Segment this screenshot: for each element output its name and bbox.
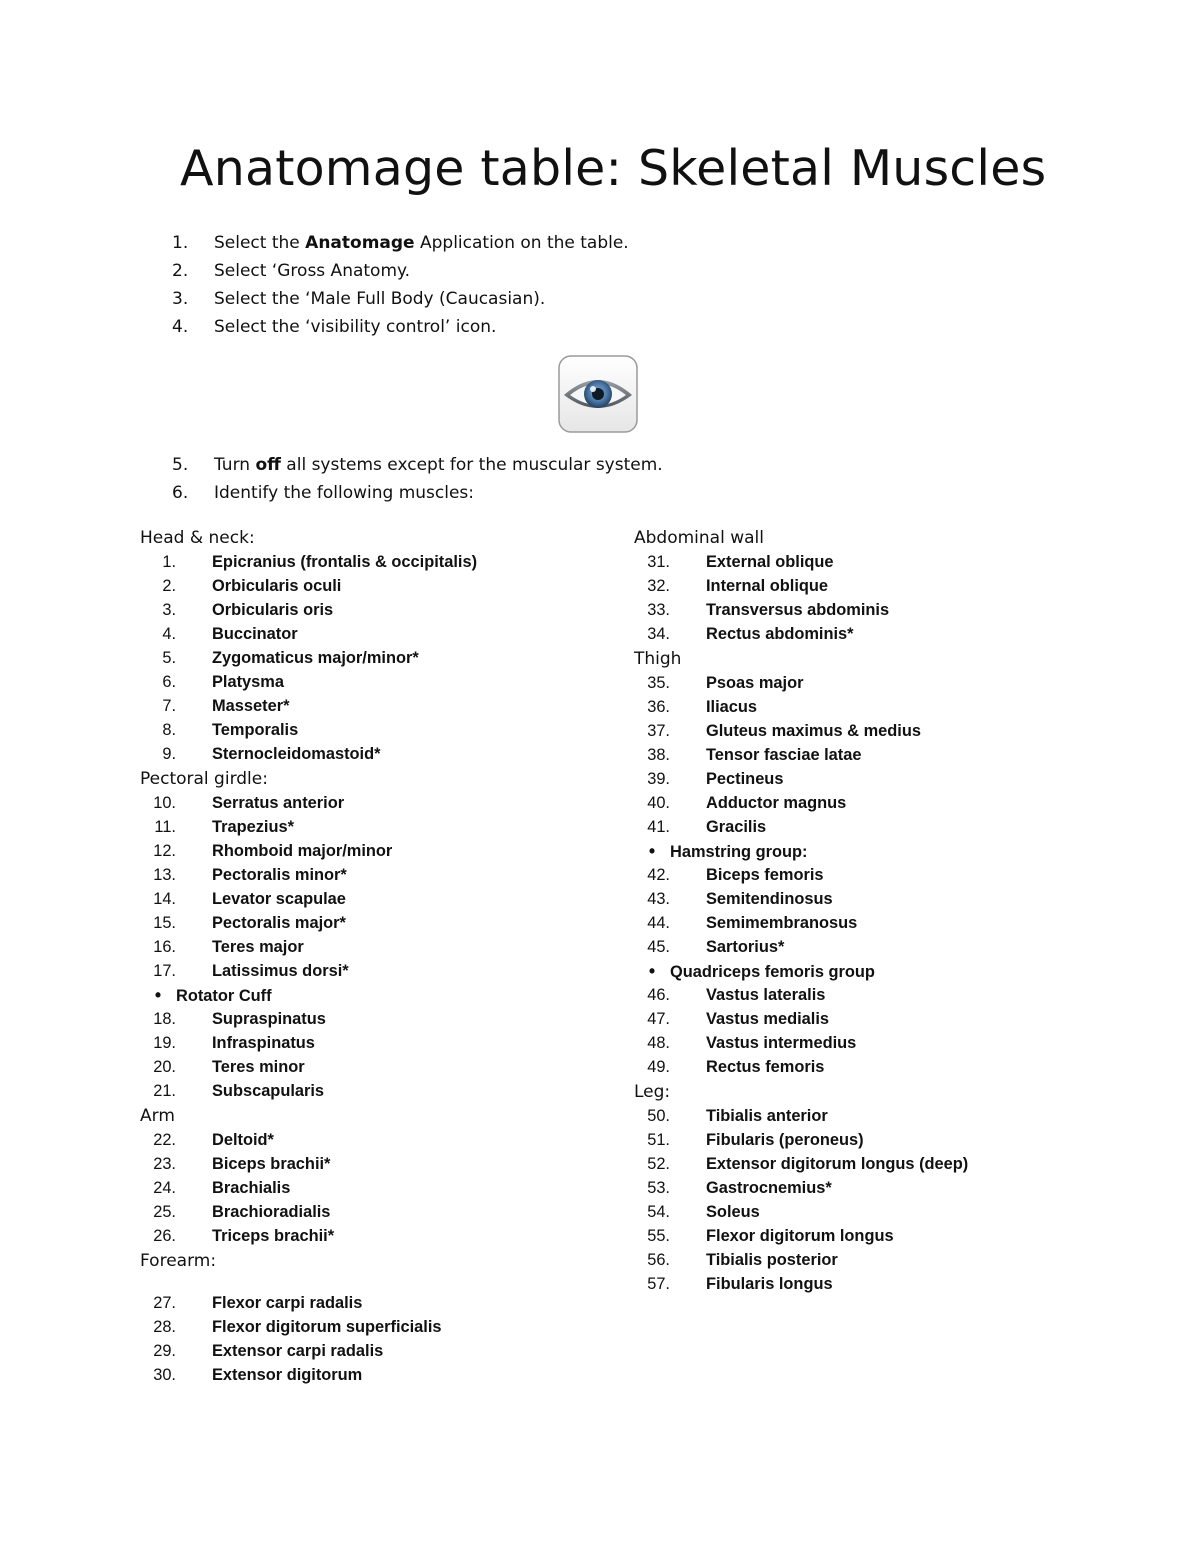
item-number: 15. <box>153 914 176 932</box>
step-number: 5. <box>172 455 189 475</box>
muscle-item <box>634 791 1104 815</box>
section-heading: Arm <box>140 1106 175 1126</box>
step-text: Select the ‘visibility control’ icon. <box>214 317 497 337</box>
muscle-name: Tensor fasciae latae <box>706 746 862 764</box>
item-number: 35. <box>647 674 670 692</box>
item-number: 54. <box>647 1203 670 1221</box>
muscle-item <box>634 1007 1104 1031</box>
instruction-step <box>170 313 990 341</box>
item-number: 8. <box>162 721 176 739</box>
muscle-item <box>634 1272 1104 1296</box>
item-number: 4. <box>162 625 176 643</box>
instruction-step <box>170 451 990 479</box>
muscle-item <box>634 1248 1104 1272</box>
muscle-name: Biceps femoris <box>706 866 824 884</box>
step-text-tail: all systems except for the muscular system. <box>280 455 663 475</box>
bullet-icon: • <box>154 985 162 1005</box>
item-number: 51. <box>647 1131 670 1149</box>
item-number: 50. <box>647 1107 670 1125</box>
muscle-name: Trapezius* <box>212 818 294 836</box>
item-number: 7. <box>162 697 176 715</box>
muscle-item <box>140 1128 610 1152</box>
muscle-name: Soleus <box>706 1203 760 1221</box>
muscle-name: Flexor digitorum superficialis <box>212 1318 442 1336</box>
step-text: Select ‘Gross Anatomy. <box>214 261 411 281</box>
bullet-group-heading <box>140 983 610 1007</box>
item-number: 23. <box>153 1155 176 1173</box>
muscle-item <box>140 863 610 887</box>
muscle-item <box>140 1363 610 1387</box>
item-number: 10. <box>153 794 176 812</box>
muscle-item <box>634 1200 1104 1224</box>
bullet-icon: • <box>648 961 656 981</box>
muscle-name: Temporalis <box>212 721 299 739</box>
muscle-name: Tibialis posterior <box>706 1251 838 1269</box>
section-heading: Leg: <box>634 1082 671 1102</box>
item-number: 34. <box>647 625 670 643</box>
item-number: 26. <box>153 1227 176 1245</box>
section-heading: Head & neck: <box>140 528 255 548</box>
step-text-tail: Application on the table. <box>414 233 629 253</box>
muscle-item <box>140 550 610 574</box>
item-number: 40. <box>647 794 670 812</box>
muscle-item <box>140 670 610 694</box>
muscle-item <box>140 1339 610 1363</box>
muscle-list-left <box>140 525 610 1387</box>
item-number: 42. <box>647 866 670 884</box>
group-label: Rotator Cuff <box>176 987 272 1005</box>
muscle-name: Pectoralis minor* <box>212 866 347 884</box>
muscle-item <box>140 574 610 598</box>
step-number: 3. <box>172 289 189 309</box>
item-number: 5. <box>162 649 176 667</box>
item-number: 21. <box>153 1082 176 1100</box>
muscle-item <box>634 887 1104 911</box>
muscle-name: Supraspinatus <box>212 1010 326 1028</box>
muscle-list-right <box>634 525 1104 1296</box>
muscle-name: Serratus anterior <box>212 794 345 812</box>
item-number: 36. <box>647 698 670 716</box>
muscle-item <box>140 598 610 622</box>
item-number: 12. <box>153 842 176 860</box>
muscle-item <box>140 694 610 718</box>
step-text: Identify the following muscles: <box>214 483 475 503</box>
page-title: Anatomage table: Skeletal Muscles <box>180 140 1047 197</box>
instruction-step <box>170 229 990 257</box>
item-number: 27. <box>153 1294 176 1312</box>
muscle-name: Internal oblique <box>706 577 829 595</box>
bullet-group-heading <box>634 959 1104 983</box>
item-number: 43. <box>647 890 670 908</box>
muscle-item <box>634 598 1104 622</box>
muscle-item <box>140 791 610 815</box>
section-gap <box>140 1273 610 1291</box>
muscle-name: Teres minor <box>212 1058 305 1076</box>
item-number: 45. <box>647 938 670 956</box>
muscle-name: Masseter* <box>212 697 290 715</box>
step-number: 4. <box>172 317 189 337</box>
muscle-name: Extensor carpi radalis <box>212 1342 384 1360</box>
muscle-name: Tibialis anterior <box>706 1107 828 1125</box>
item-number: 52. <box>647 1155 670 1173</box>
item-number: 31. <box>647 553 670 571</box>
muscle-name: Triceps brachii* <box>212 1227 335 1245</box>
muscle-item <box>634 935 1104 959</box>
item-number: 32. <box>647 577 670 595</box>
item-number: 19. <box>153 1034 176 1052</box>
muscle-name: Gracilis <box>706 818 767 836</box>
section-heading: Forearm: <box>140 1251 217 1271</box>
muscle-name: Latissimus dorsi* <box>212 962 349 980</box>
muscle-name: Extensor digitorum <box>212 1366 363 1384</box>
muscle-item <box>634 815 1104 839</box>
muscle-item <box>634 1176 1104 1200</box>
muscle-item <box>634 1104 1104 1128</box>
item-number: 39. <box>647 770 670 788</box>
item-number: 41. <box>647 818 670 836</box>
muscle-name: Zygomaticus major/minor* <box>212 649 419 667</box>
item-number: 28. <box>153 1318 176 1336</box>
item-number: 55. <box>647 1227 670 1245</box>
muscle-item <box>140 935 610 959</box>
muscle-item <box>634 1031 1104 1055</box>
item-number: 20. <box>153 1058 176 1076</box>
item-number: 30. <box>153 1366 176 1384</box>
step-text: Turn <box>214 455 256 475</box>
item-number: 18. <box>153 1010 176 1028</box>
muscle-item <box>140 622 610 646</box>
muscle-name: Rhomboid major/minor <box>212 842 393 860</box>
muscle-name: Rectus femoris <box>706 1058 825 1076</box>
muscle-item <box>140 1315 610 1339</box>
muscle-name: Buccinator <box>212 625 298 643</box>
muscle-item <box>140 718 610 742</box>
item-number: 57. <box>647 1275 670 1293</box>
muscle-item <box>634 983 1104 1007</box>
muscle-item <box>634 1152 1104 1176</box>
muscle-name: Semimembranosus <box>706 914 858 932</box>
muscle-item <box>140 911 610 935</box>
instruction-step <box>170 285 990 313</box>
section-heading: Thigh <box>634 649 682 669</box>
muscle-item <box>634 574 1104 598</box>
item-number: 11. <box>154 818 176 836</box>
muscle-name: Iliacus <box>706 698 758 716</box>
item-number: 14. <box>153 890 176 908</box>
muscle-name: Vastus lateralis <box>706 986 826 1004</box>
muscle-name: Adductor magnus <box>706 794 847 812</box>
muscle-item <box>634 719 1104 743</box>
muscle-name: Transversus abdominis <box>706 601 890 619</box>
eye-icon <box>558 355 638 433</box>
item-number: 38. <box>647 746 670 764</box>
muscle-item <box>634 1055 1104 1079</box>
item-number: 3. <box>162 601 176 619</box>
muscle-item <box>634 671 1104 695</box>
muscle-name: Infraspinatus <box>212 1034 315 1052</box>
muscle-item <box>634 1128 1104 1152</box>
item-number: 53. <box>647 1179 670 1197</box>
item-number: 9. <box>162 745 176 763</box>
muscle-item <box>634 911 1104 935</box>
muscle-item <box>140 1200 610 1224</box>
item-number: 47. <box>647 1010 670 1028</box>
muscle-name: Gluteus maximus & medius <box>706 722 921 740</box>
muscle-name: Fibularis (peroneus) <box>706 1131 864 1149</box>
muscle-item <box>634 743 1104 767</box>
step-text: Select the ‘Male Full Body (Caucasian). <box>214 289 546 309</box>
muscle-item <box>140 1079 610 1103</box>
muscle-name: Flexor digitorum longus <box>706 1227 894 1245</box>
item-number: 16. <box>153 938 176 956</box>
item-number: 46. <box>647 986 670 1004</box>
item-number: 33. <box>647 601 670 619</box>
instruction-step <box>170 479 990 507</box>
section-heading: Abdominal wall <box>634 528 764 548</box>
muscle-name: Vastus intermedius <box>706 1034 857 1052</box>
item-number: 24. <box>153 1179 176 1197</box>
instruction-step <box>170 257 990 285</box>
item-number: 49. <box>647 1058 670 1076</box>
muscle-item <box>634 1224 1104 1248</box>
bullet-group-heading <box>634 839 1104 863</box>
item-number: 22. <box>153 1131 176 1149</box>
muscle-name: Orbicularis oris <box>212 601 334 619</box>
muscle-item <box>140 1291 610 1315</box>
muscle-name: Sternocleidomastoid* <box>212 745 381 763</box>
muscle-item <box>140 959 610 983</box>
muscle-name: Gastrocnemius* <box>706 1179 832 1197</box>
muscle-name: Subscapularis <box>212 1082 325 1100</box>
muscle-item <box>140 1224 610 1248</box>
item-number: 6. <box>162 673 176 691</box>
muscle-item <box>634 550 1104 574</box>
muscle-item <box>140 1055 610 1079</box>
muscle-item <box>140 1007 610 1031</box>
muscle-name: Pectoralis major* <box>212 914 346 932</box>
muscle-item <box>634 622 1104 646</box>
muscle-item <box>140 839 610 863</box>
item-number: 25. <box>153 1203 176 1221</box>
item-number: 1. <box>162 553 176 571</box>
muscle-item <box>634 695 1104 719</box>
muscle-name: Teres major <box>212 938 304 956</box>
bullet-icon: • <box>648 841 656 861</box>
item-number: 37. <box>647 722 670 740</box>
step-emphasis: Anatomage <box>305 233 415 253</box>
item-number: 29. <box>153 1342 176 1360</box>
muscle-item <box>140 1176 610 1200</box>
group-label: Hamstring group: <box>670 843 808 861</box>
muscle-name: Brachialis <box>212 1179 291 1197</box>
item-number: 48. <box>647 1034 670 1052</box>
muscle-name: Deltoid* <box>212 1131 274 1149</box>
item-number: 2. <box>162 577 176 595</box>
muscle-item <box>140 742 610 766</box>
muscle-name: Epicranius (frontalis & occipitalis) <box>212 553 478 571</box>
muscle-name: Platysma <box>212 673 284 691</box>
muscle-name: Levator scapulae <box>212 890 346 908</box>
group-label: Quadriceps femoris group <box>670 963 875 981</box>
muscle-name: Sartorius* <box>706 938 785 956</box>
muscle-item <box>140 646 610 670</box>
muscle-name: Flexor carpi radalis <box>212 1294 363 1312</box>
item-number: 17. <box>153 962 176 980</box>
muscle-item <box>140 887 610 911</box>
step-number: 2. <box>172 261 189 281</box>
step-number: 6. <box>172 483 189 503</box>
muscle-item <box>634 863 1104 887</box>
muscle-item <box>140 815 610 839</box>
item-number: 56. <box>647 1251 670 1269</box>
step-number: 1. <box>172 233 189 253</box>
muscle-name: Orbicularis oculi <box>212 577 342 595</box>
muscle-name: Fibularis longus <box>706 1275 833 1293</box>
muscle-name: Semitendinosus <box>706 890 833 908</box>
muscle-item <box>140 1031 610 1055</box>
step-text: Select the <box>214 233 306 253</box>
muscle-name: Rectus abdominis* <box>706 625 854 643</box>
muscle-name: Psoas major <box>706 674 804 692</box>
muscle-item <box>140 1152 610 1176</box>
muscle-name: Brachioradialis <box>212 1203 331 1221</box>
muscle-name: Extensor digitorum longus (deep) <box>706 1155 969 1173</box>
muscle-name: Biceps brachii* <box>212 1155 331 1173</box>
item-number: 44. <box>647 914 670 932</box>
step-emphasis: off <box>255 455 281 475</box>
muscle-name: Pectineus <box>706 770 784 788</box>
item-number: 13. <box>153 866 176 884</box>
steps-after-icon <box>170 451 990 507</box>
muscle-name: External oblique <box>706 553 834 571</box>
steps-before-icon <box>170 229 990 341</box>
muscle-name: Vastus medialis <box>706 1010 829 1028</box>
section-heading: Pectoral girdle: <box>140 769 268 789</box>
muscle-item <box>634 767 1104 791</box>
